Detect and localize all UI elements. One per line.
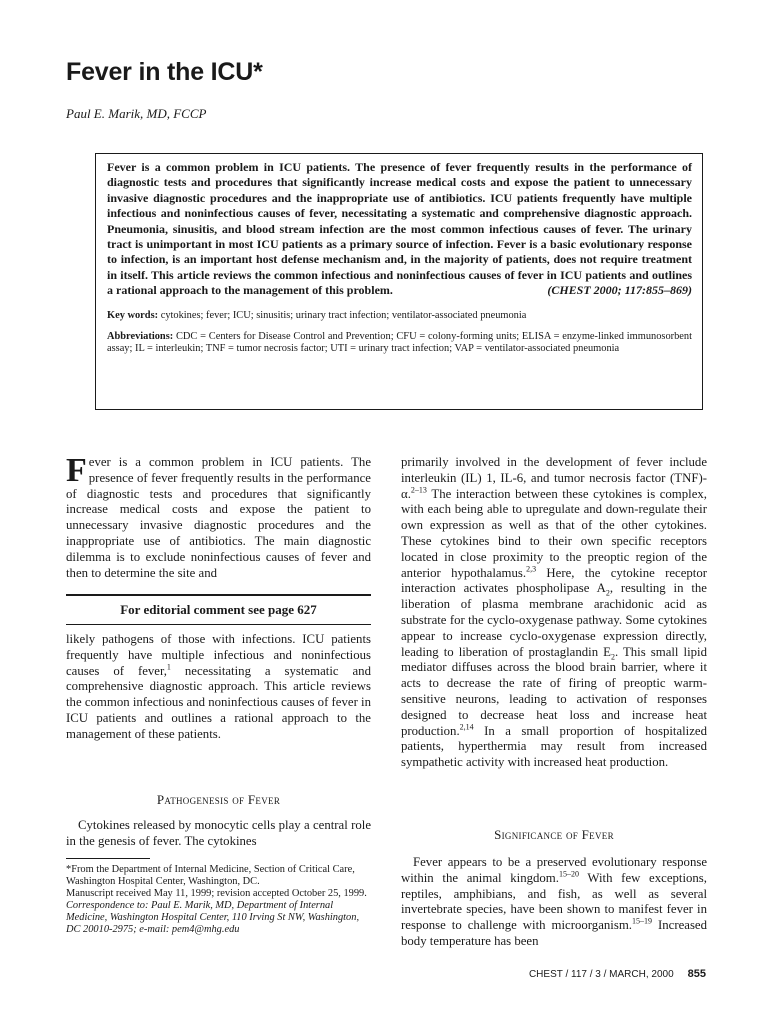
reference-1: 1 <box>166 662 171 672</box>
cytokine-text-b: The interaction between these cytokines is complex, with each being able to upregulate and down-regulate their own expression as well as that of the other cytokines. These cytokines bind to their own specific receptors located in close proximity to the preoptic region of the anterior hypothalamus. <box>401 486 707 580</box>
abbreviations-text: CDC = Centers for Disease Control and Prevention; CFU = colony-forming units; ELISA = enzyme-linked immunosorbent assay; IL = interleukin; TNF = tumor necrosis factor; UTI = urinary tract infection; VAP = ventilator-associated pneumonia <box>107 330 692 354</box>
significance-paragraph <box>401 855 707 950</box>
reference-15-20: 15–20 <box>558 869 579 879</box>
subscript-e2: 2 <box>610 652 615 662</box>
keywords-label: Key words: <box>107 309 159 321</box>
cytokine-text-e: . This small lipid mediator diffuses across the blood brain barrier, where it acts to decrease the rate of firing of preoptic warm-sensitive neurons, leading to activation of responses designed to decrease heat loss and increase heat production. <box>401 644 707 738</box>
cytokine-text-f: In a small proportion of hospitalized patients, hyperthermia may result from increased sympathetic activity with increased heat production. <box>401 723 707 770</box>
footnote-correspondence: Correspondence to: Paul E. Marik, MD, Department of Internal Medicine, Washington Hospital Center, 110 Irving St NW, Washington, DC 20010-2975; e-mail: pem4@mhg.edu <box>66 900 360 935</box>
abstract-box <box>95 153 703 410</box>
author-line: Paul E. Marik, MD, FCCP <box>66 106 207 121</box>
cytokine-paragraph <box>401 455 707 771</box>
intro-text: ever is a common problem in ICU patients. The presence of fever frequently results in the performance of diagnostic tests and procedures that significantly increase medical costs and expose the patient to unnecessary invasive diagnostic procedures and the inappropriate use of antibiotics. The main diagnostic dilemma is to exclude noninfectious causes of fever and then to determine the site and <box>66 455 371 580</box>
intro-paragraph <box>66 452 371 581</box>
abbreviations-label: Abbreviations: <box>107 330 174 342</box>
reference-2-3: 2,3 <box>526 564 537 574</box>
continuation-text-a: likely pathogens of those with infections. ICU patients frequently have multiple infectious and noninfectious causes of fever, <box>66 632 371 678</box>
keywords <box>107 309 692 322</box>
footnote-affiliation: *From the Department of Internal Medicine, Section of Critical Care, Washington Hospital Center, Washington, DC. <box>66 864 355 887</box>
cytokine-text-d: , resulting in the liberation of plasma membrane arachidonic acid as substrate for the cyclo-oxygenase pathway. Some cytokines appear to increase cyclo-oxygenase expression directly, leading to liberation of prostaglandin E <box>401 581 707 659</box>
cytokine-text-c: Here, the cytokine receptor interaction activates phospholipase A <box>401 565 707 596</box>
keywords-text: cytokines; fever; ICU; sinusitis; urinary tract infection; ventilator-associated pneumonia <box>160 309 527 321</box>
subscript-a2: 2 <box>605 588 610 598</box>
pathogenesis-paragraph: Cytokines released by monocytic cells play a central role in the genesis of fever. The cytokines <box>66 818 371 848</box>
abbreviations <box>107 331 692 355</box>
reference-2-13: 2–13 <box>410 485 427 495</box>
significance-text-a: Fever appears to be a preserved evolutionary response within the animal kingdom. <box>401 855 707 885</box>
journal-info: CHEST / 117 / 3 / MARCH, 2000 <box>528 969 674 980</box>
running-footer <box>529 968 706 980</box>
significance-text-b: With few exceptions, reptiles, amphibians, and fish, as well as several invertebrate species, have been shown to manifest fever in response to challenge with microorganism. <box>401 870 707 933</box>
abstract-paragraph <box>107 160 692 299</box>
section-heading-pathogenesis: Pathogenesis of Fever <box>156 792 281 807</box>
footnotes <box>66 864 371 936</box>
continuation-text-b: necessitating a systematic and comprehensive diagnostic approach. This article reviews the common infectious and noninfectious causes of fever in ICU patients and outlines a rational approach to the management of these patients. <box>66 663 371 741</box>
abstract-citation: (CHEST 2000; 117:855–869) <box>547 283 692 298</box>
drop-cap: F <box>66 452 87 489</box>
section-heading-significance: Significance of Fever <box>494 827 614 842</box>
reference-15-19: 15–19 <box>631 916 652 926</box>
intro-continuation <box>66 632 371 743</box>
footnote-rule <box>66 858 150 859</box>
significance-text-c: Increased body temperature has been <box>401 918 708 948</box>
footnote-received: Manuscript received May 11, 1999; revision accepted October 25, 1999. <box>66 888 367 899</box>
cytokine-text-a: primarily involved in the development of fever include interleukin (IL) 1, IL-6, and tumor necrosis factor (TNF)-α. <box>401 455 707 501</box>
page-number: 855 <box>687 968 706 980</box>
article-title: Fever in the ICU* <box>66 58 263 86</box>
reference-2-14: 2,14 <box>459 722 474 732</box>
abstract-text: Fever is a common problem in ICU patients. The presence of fever frequently results in the performance of diagnostic tests and procedures that significantly increase medical costs and expose the patient to unnecessary invasive diagnostic procedures and the inappropriate use of antibiotics. ICU patients frequently have multiple infectious and noninfectious causes of fever, necessitating a systematic and comprehensive diagnostic approach. Pneumonia, sinusitis, and blood stream infection are the most common infectious causes of fever. The urinary tract is unimportant in most ICU patients as a primary source of infection. Fever is a basic evolutionary response to infection, is an important host defense mechanism and, in the majority of patients, does not require treatment in itself. This article reviews the common infectious and noninfectious causes of fever in ICU patients and outlines a rational approach to the management of this problem. <box>107 160 692 298</box>
editorial-comment-box: For editorial comment see page 627 <box>66 594 371 625</box>
